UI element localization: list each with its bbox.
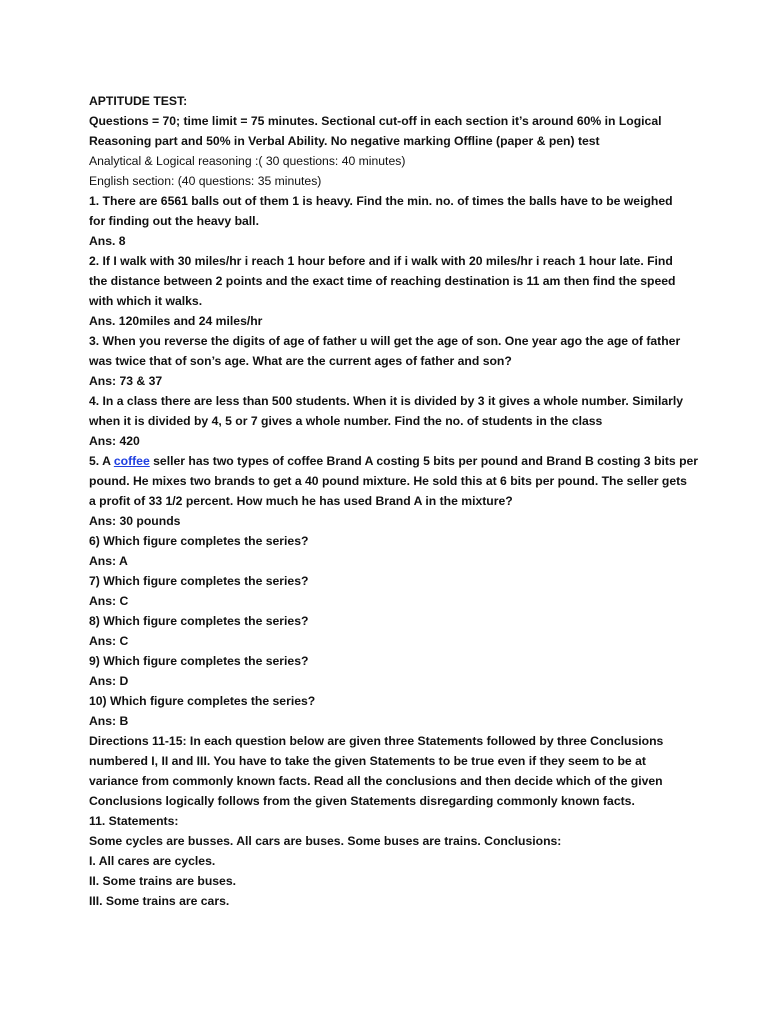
question-line: the distance between 2 points and the exact time of reaching destination is 11 am then find the speed — [89, 274, 676, 288]
question-line: when it is divided by 4, 5 or 7 gives a whole number. Find the no. of students in the class — [89, 414, 603, 428]
answer-line: Ans: 420 — [89, 434, 140, 448]
doc-title: APTITUDE TEST: — [89, 94, 188, 108]
statements-line: Some cycles are busses. All cars are buses. Some buses are trains. Conclusions: — [89, 834, 562, 848]
intro-line: Reasoning part and 50% in Verbal Ability. No negative marking Offline (paper & pen) test — [89, 134, 600, 148]
answer-line: Ans: C — [89, 594, 129, 608]
question-line: 10) Which figure completes the series? — [89, 694, 316, 708]
question-heading: 11. Statements: — [89, 814, 179, 828]
answer-line: Ans: 30 pounds — [89, 514, 181, 528]
conclusion-line: II. Some trains are buses. — [89, 874, 236, 888]
answer-line: Ans. 8 — [89, 234, 126, 248]
question-line: 4. In a class there are less than 500 students. When it is divided by 3 it gives a whole number. Similarly — [89, 394, 684, 408]
coffee-link[interactable]: coffee — [113, 454, 150, 468]
question-line: pound. He mixes two brands to get a 40 pound mixture. He sold this at 6 bits per pound. The seller gets — [89, 474, 687, 488]
answer-line: Ans. 120miles and 24 miles/hr — [89, 314, 263, 328]
question-line: with which it walks. — [89, 294, 203, 308]
answer-line: Ans: B — [89, 714, 129, 728]
conclusion-line: I. All cares are cycles. — [89, 854, 216, 868]
question-line: 8) Which figure completes the series? — [89, 614, 309, 628]
question-line: for finding out the heavy ball. — [89, 214, 259, 228]
directions-line: numbered I, II and III. You have to take the given Statements to be true even if they seem to be at — [89, 754, 646, 768]
section-line: English section: (40 questions: 35 minutes) — [89, 174, 322, 188]
directions-line: variance from commonly known facts. Read all the conclusions and then decide which of the given — [89, 774, 663, 788]
answer-line: Ans: A — [89, 554, 128, 568]
question-line: 3. When you reverse the digits of age of father u will get the age of son. One year ago the age of father — [89, 334, 681, 348]
question-line: a profit of 33 1/2 percent. How much he has used Brand A in the mixture? — [89, 494, 513, 508]
question-line — [89, 451, 699, 471]
question-line: 2. If I walk with 30 miles/hr i reach 1 hour before and if i walk with 20 miles/hr i reach 1 hour late. Find — [89, 254, 673, 268]
answer-line: Ans: C — [89, 634, 129, 648]
answer-line: Ans: D — [89, 674, 129, 688]
question-line: 9) Which figure completes the series? — [89, 654, 309, 668]
section-line: Analytical & Logical reasoning :( 30 questions: 40 minutes) — [89, 154, 406, 168]
directions-line: Directions 11-15: In each question below are given three Statements followed by three Conclusions — [89, 734, 664, 748]
question-prefix: 5. A — [89, 454, 114, 468]
document-page — [89, 91, 699, 911]
question-line: 1. There are 6561 balls out of them 1 is heavy. Find the min. no. of times the balls have to be weighed — [89, 194, 673, 208]
question-line: 7) Which figure completes the series? — [89, 574, 309, 588]
answer-line: Ans: 73 & 37 — [89, 374, 163, 388]
question-suffix: seller has two types of coffee Brand A costing 5 bits per pound and Brand B costing 3 bits per — [149, 454, 699, 468]
question-line: was twice that of son’s age. What are the current ages of father and son? — [89, 354, 512, 368]
question-line: 6) Which figure completes the series? — [89, 534, 309, 548]
directions-line: Conclusions logically follows from the given Statements disregarding commonly known facts. — [89, 794, 635, 808]
intro-line: Questions = 70; time limit = 75 minutes. Sectional cut-off in each section it’s around 60% in Logical — [89, 114, 662, 128]
conclusion-line: III. Some trains are cars. — [89, 894, 230, 908]
